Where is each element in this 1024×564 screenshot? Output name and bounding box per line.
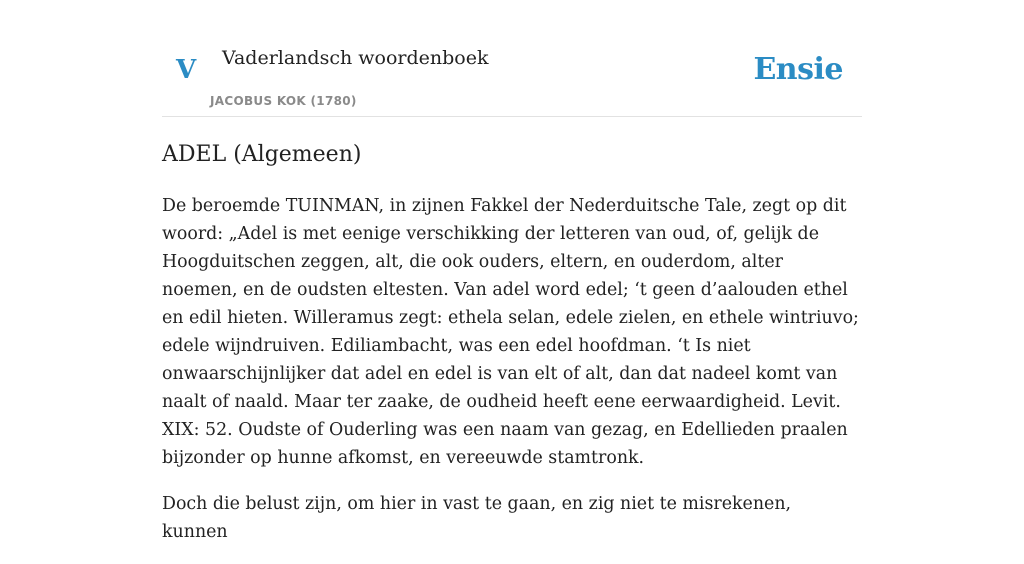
header — [162, 0, 862, 117]
entry-body — [162, 192, 862, 564]
book-title[interactable]: Vaderlandsch woordenboek — [222, 47, 489, 69]
book-author[interactable]: JACOBUS KOK (1780) — [210, 94, 357, 108]
ensie-logo[interactable]: Ensie — [753, 52, 843, 87]
book-logo-letter[interactable]: V — [176, 55, 197, 85]
entry-title: ADEL (Algemeen) — [162, 142, 362, 167]
entry-paragraph: De beroemde TUINMAN, in zijnen Fakkel der Nederduitsche Tale, zegt op dit woord: „Adel is met eenige verschikking der letteren van oud, of, gelijk de Hoogduitschen zeggen, alt, die ook ouders, eltern, en ouderdom, alter noemen, en de oudsten eltesten. Van adel word edel; ‘t geen d’aalouden ethel en edil hieten. Willeramus zegt: ethela selan, edele zielen, en ethele wintriuvo; edele wijndruiven. Ediliambacht, was een edel hoofdman. ‘t Is niet onwaarschijnlijker dat adel en edel is van elt of alt, dan dat nadeel komt van naalt of naald. Maar ter zaake, de oudheid heeft eene eerwaardigheid. Levit. XIX: 52. Oudste of Ouderling was een naam van gezag, en Edellieden praalen bijzonder op hunne afkomst, en vereeuwde stamtronk. — [162, 196, 859, 468]
entry-paragraph: Doch die belust zijn, om hier in vast te gaan, en zig niet te misrekenen, kunnen — [162, 494, 792, 542]
